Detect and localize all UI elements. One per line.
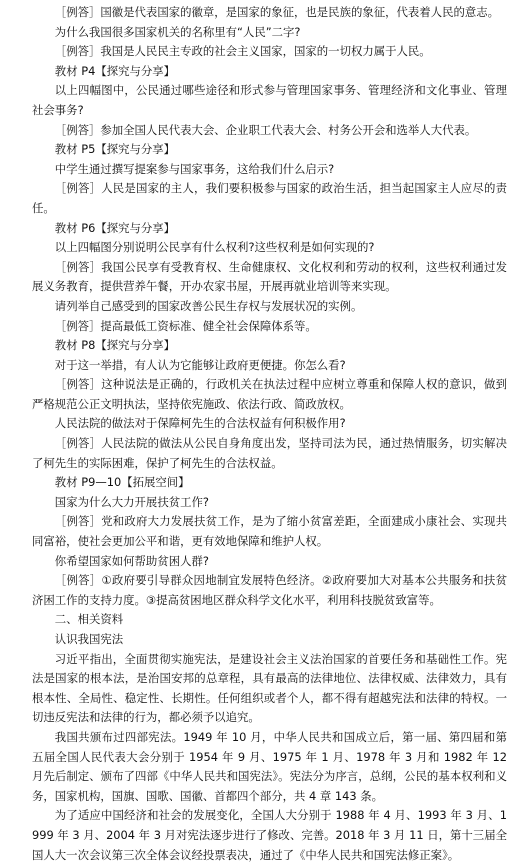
question-p8-court: 人民法院的做法对于保障柯先生的合法权益有何积极作用? xyxy=(54,416,346,431)
paragraph-constitution-amendments: 为了适应中国经济和社会的发展变化，全国人大分别于 1988 年 4 月、1993 年 3 月、1999 年 3 月、2004 年 3 月对宪法逐步进行了修改、完善。2018 年 3 月 11 日，第十三届全国人大一次会议第三次全体会议经投票表决，通过了《中华人民共和国宪法修正案》。 xyxy=(32,808,507,862)
section-heading-p6: 教材 P6【探究与分享】 xyxy=(54,220,176,235)
question-p4: 以上四幅图中，公民通过哪些途径和形式参与管理国家事务、管理经济和文化事业、管理社会事务? xyxy=(32,83,507,117)
question-poverty-why: 国家为什么大力开展扶贫工作? xyxy=(54,494,209,509)
answer-p6-rights: ［例答］我国公民享有受教育权、生命健康权、文化权利和劳动的权利，这些权利通过发展义务教育，提供营养午餐，开办农家书屋，开展再就业培训等来实现。 xyxy=(32,259,507,294)
answer-p6-examples: ［例答］提高最低工资标准、健全社会保障体系等。 xyxy=(54,318,317,333)
section-heading-materials: 二、相关资料 xyxy=(54,612,124,627)
section-heading-p9-10: 教材 P9—10【拓展空间】 xyxy=(54,475,190,490)
answer-people-in-names: ［例答］我国是人民民主专政的社会主义国家，国家的一切权力属于人民。 xyxy=(54,44,431,59)
answer-poverty-how: ［例答］①政府要引导群众因地制宜发展特色经济。②政府要加大对基本公共服务和扶贫济困工作的支持力度。③提高贫困地区群众科学文化水平，利用科技脱贫致富等。 xyxy=(32,573,507,607)
question-p6-examples: 请列举自己感受到的国家改善公民生存权与发展状况的实例。 xyxy=(54,298,363,313)
question-p6-rights: 以上四幅图分别说明公民享有什么权利?这些权利是如何实现的? xyxy=(54,240,375,255)
answer-p8-court: ［例答］人民法院的做法从公民自身角度出发，坚持司法为民，通过热情服务，切实解决了柯先生的实际困难，保护了柯先生的合法权益。 xyxy=(32,436,507,470)
answer-poverty-why: ［例答］党和政府大力发展扶贫工作，是为了缩小贫富差距，全面建成小康社会、实现共同富裕，使社会更加公平和谐，更有效地保障和维护人权。 xyxy=(32,514,507,549)
answer-p8-measure: ［例答］这种说法是正确的，行政机关在执法过程中应树立尊重和保障人权的意识，做到严格规范公正文明执法，坚持依宪施政、依法行政、简政放权。 xyxy=(32,377,507,411)
question-people-in-names: 为什么我国很多国家机关的名称里有“人民”二字? xyxy=(54,24,301,39)
section-heading-p4: 教材 P4【探究与分享】 xyxy=(54,63,176,78)
paragraph-constitution-intro: 习近平指出，全面贯彻实施宪法，是建设社会主义法治国家的首要任务和基础性工作。宪法是国家的根本法，是治国安邦的总章程，具有最高的法律地位、法律权威、法律效力，具有根本性、全局性、稳定性、长期性。任何组织或者个人，都不得有超越宪法和法律的特权。一切违反宪法和法律的行为，都必须予以追究。 xyxy=(32,651,507,725)
section-heading-p8: 教材 P8【探究与分享】 xyxy=(54,338,176,353)
section-heading-p5: 教材 P5【探究与分享】 xyxy=(54,142,176,157)
answer-p4: ［例答］参加全国人民代表大会、企业职工代表大会、村务公开会和选举人大代表。 xyxy=(54,122,477,137)
subheading-constitution: 认识我国宪法 xyxy=(54,632,124,646)
answer-national-emblem: ［例答］国徽是代表国家的徽章，是国家的象征，也是民族的象征，代表着人民的意志。 xyxy=(54,5,500,19)
paragraph-constitution-history: 我国共颁布过四部宪法。1949 年 10 月，中华人民共和国成立后，第一届、第四届和第五届全国人民代表大会分别于 1954 年 9 月、1975 年 1 月、1978 年 3 月和 1982 年 12 月先后制定、颁布了四部《中华人民共和国宪法》。宪法分为序言，总纲，公民的基本权利和义务，国家机构，国旗、国歌、国徽、首都四个部分，共 4 章 143 条。 xyxy=(32,729,507,803)
question-poverty-how: 你希望国家如何帮助贫困人群? xyxy=(54,553,209,568)
question-p5: 中学生通过撰写提案参与国家事务，这给我们什么启示? xyxy=(54,161,335,176)
answer-p5: ［例答］人民是国家的主人，我们要积极参与国家的政治生活，担当起国家主人应尽的责任。 xyxy=(32,181,507,215)
question-p8-measure: 对于这一举措，有人认为它能够让政府更便捷。你怎么看? xyxy=(54,357,346,372)
